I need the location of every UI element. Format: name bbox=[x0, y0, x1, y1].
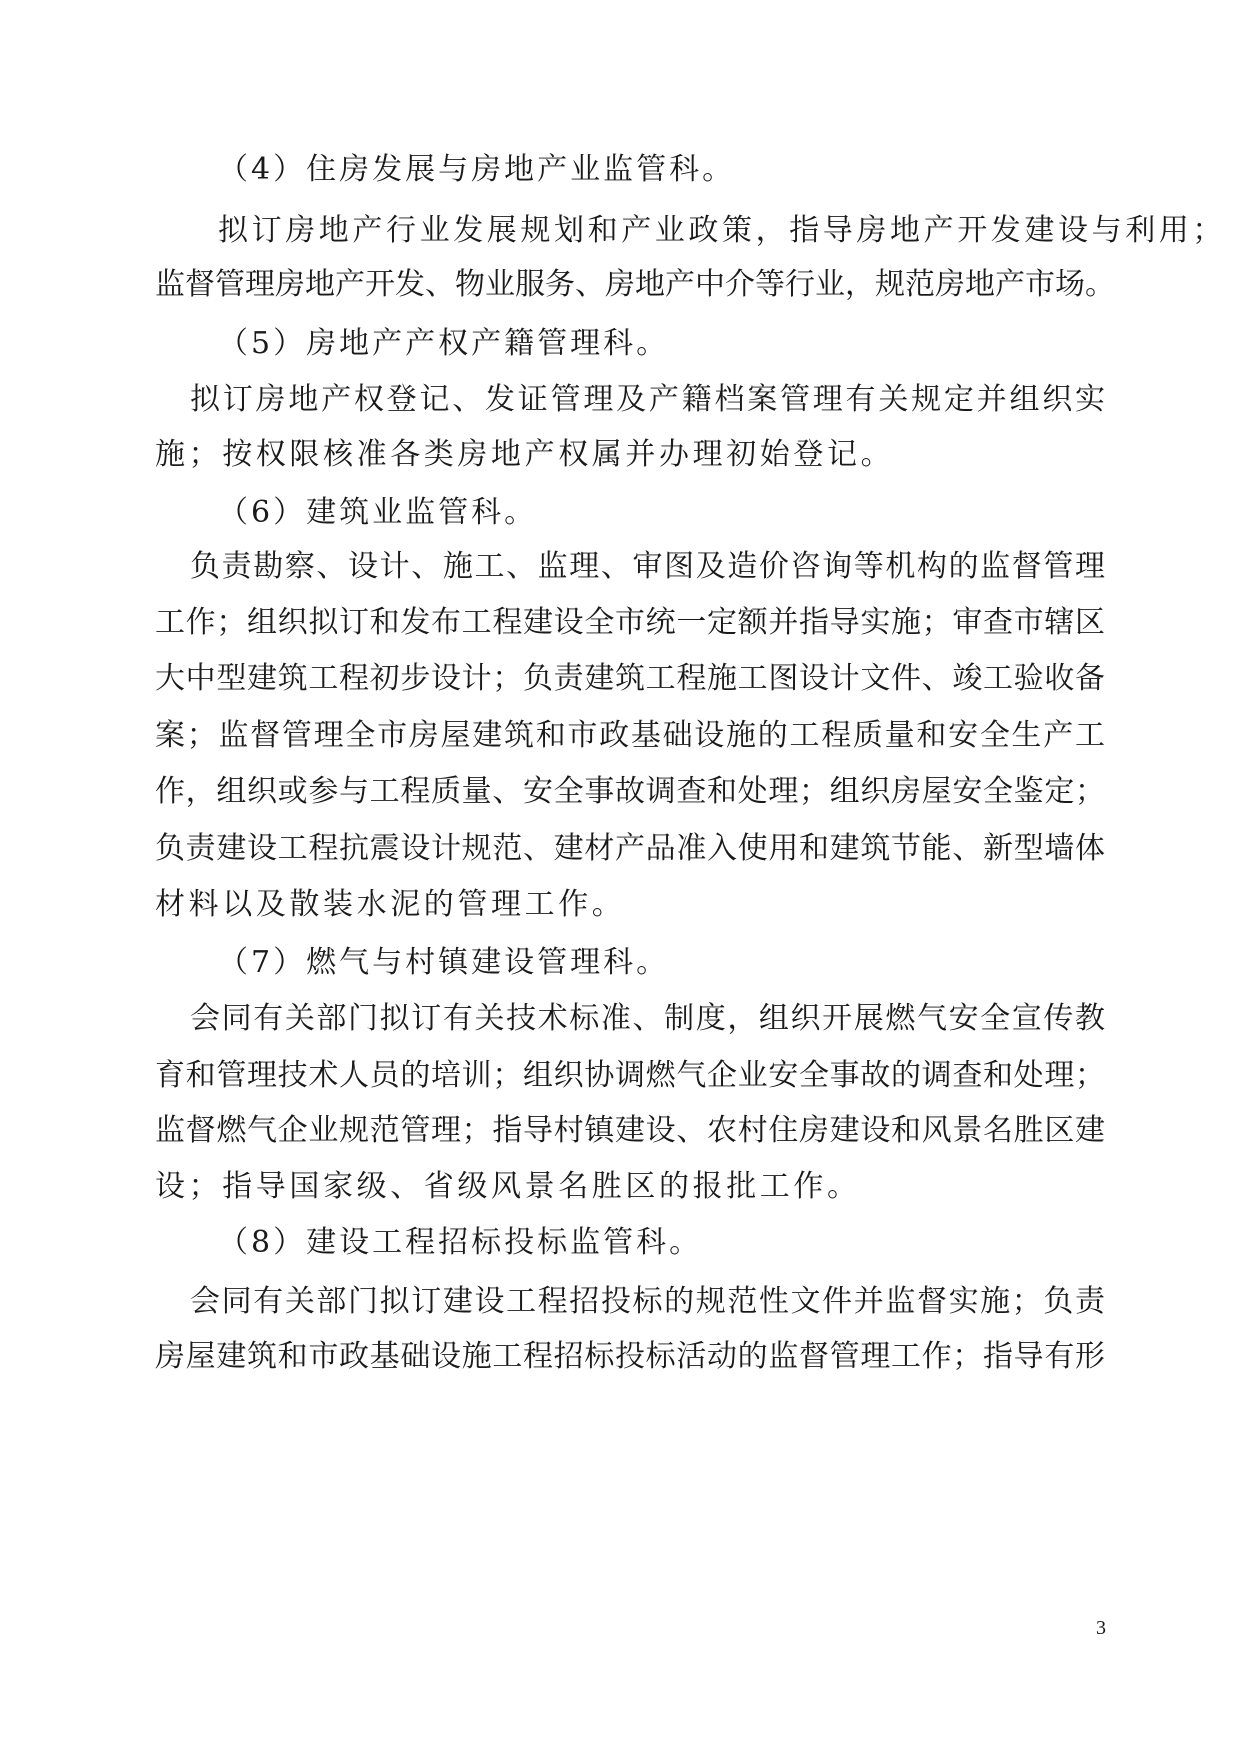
paragraph-line: 施；按权限核准各类房地产权属并办理初始登记。 bbox=[155, 437, 895, 472]
paragraph-line: 会同有关部门拟订建设工程招投标的规范性文件并监督实施；负责 bbox=[190, 1284, 1105, 1319]
section-heading-6: （6）建筑业监管科。 bbox=[218, 495, 538, 530]
paragraph-line: 作，组织或参与工程质量、安全事故调查和处理；组织房屋安全鉴定； bbox=[155, 774, 1105, 809]
paragraph-line: 监督管理房地产开发、物业服务、房地产中介等行业，规范房地产市场。 bbox=[155, 267, 1115, 302]
paragraph-line: 材料以及散装水泥的管理工作。 bbox=[155, 887, 626, 922]
paragraph-line: 拟订房地产权登记、发证管理及产籍档案管理有关规定并组织实 bbox=[190, 382, 1105, 417]
paragraph-line: 育和管理技术人员的培训；组织协调燃气企业安全事故的调查和处理； bbox=[155, 1058, 1105, 1093]
section-heading-7: （7）燃气与村镇建设管理科。 bbox=[218, 945, 670, 980]
section-heading-8: （8）建设工程招标投标监管科。 bbox=[218, 1225, 703, 1260]
paragraph-line: 大中型建筑工程初步设计；负责建筑工程施工图设计文件、竣工验收备 bbox=[155, 661, 1105, 696]
paragraph-line: 监督燃气企业规范管理；指导村镇建设、农村住房建设和风景名胜区建 bbox=[155, 1113, 1105, 1148]
paragraph-line: 设；指导国家级、省级风景名胜区的报批工作。 bbox=[155, 1169, 861, 1204]
paragraph-line: 房屋建筑和市政基础设施工程招标投标活动的监督管理工作；指导有形 bbox=[155, 1339, 1105, 1374]
paragraph-line: 工作；组织拟订和发布工程建设全市统一定额并指导实施；审查市辖区 bbox=[155, 605, 1105, 640]
paragraph-line: 会同有关部门拟订有关技术标准、制度，组织开展燃气安全宣传教 bbox=[190, 1001, 1105, 1036]
section-heading-4: （4）住房发展与房地产业监管科。 bbox=[218, 152, 736, 187]
paragraph-line: 负责建设工程抗震设计规范、建材产品准入使用和建筑节能、新型墙体 bbox=[155, 831, 1105, 866]
section-heading-5: （5）房地产产权产籍管理科。 bbox=[218, 326, 670, 361]
paragraph-line: 案；监督管理全市房屋建筑和市政基础设施的工程质量和安全生产工 bbox=[155, 718, 1105, 753]
page-number: 3 bbox=[1096, 1617, 1106, 1639]
paragraph-line: 负责勘察、设计、施工、监理、审图及造价咨询等机构的监督管理 bbox=[190, 549, 1105, 584]
paragraph-line: 拟订房地产行业发展规划和产业政策，指导房地产开发建设与利用； bbox=[218, 213, 1226, 248]
